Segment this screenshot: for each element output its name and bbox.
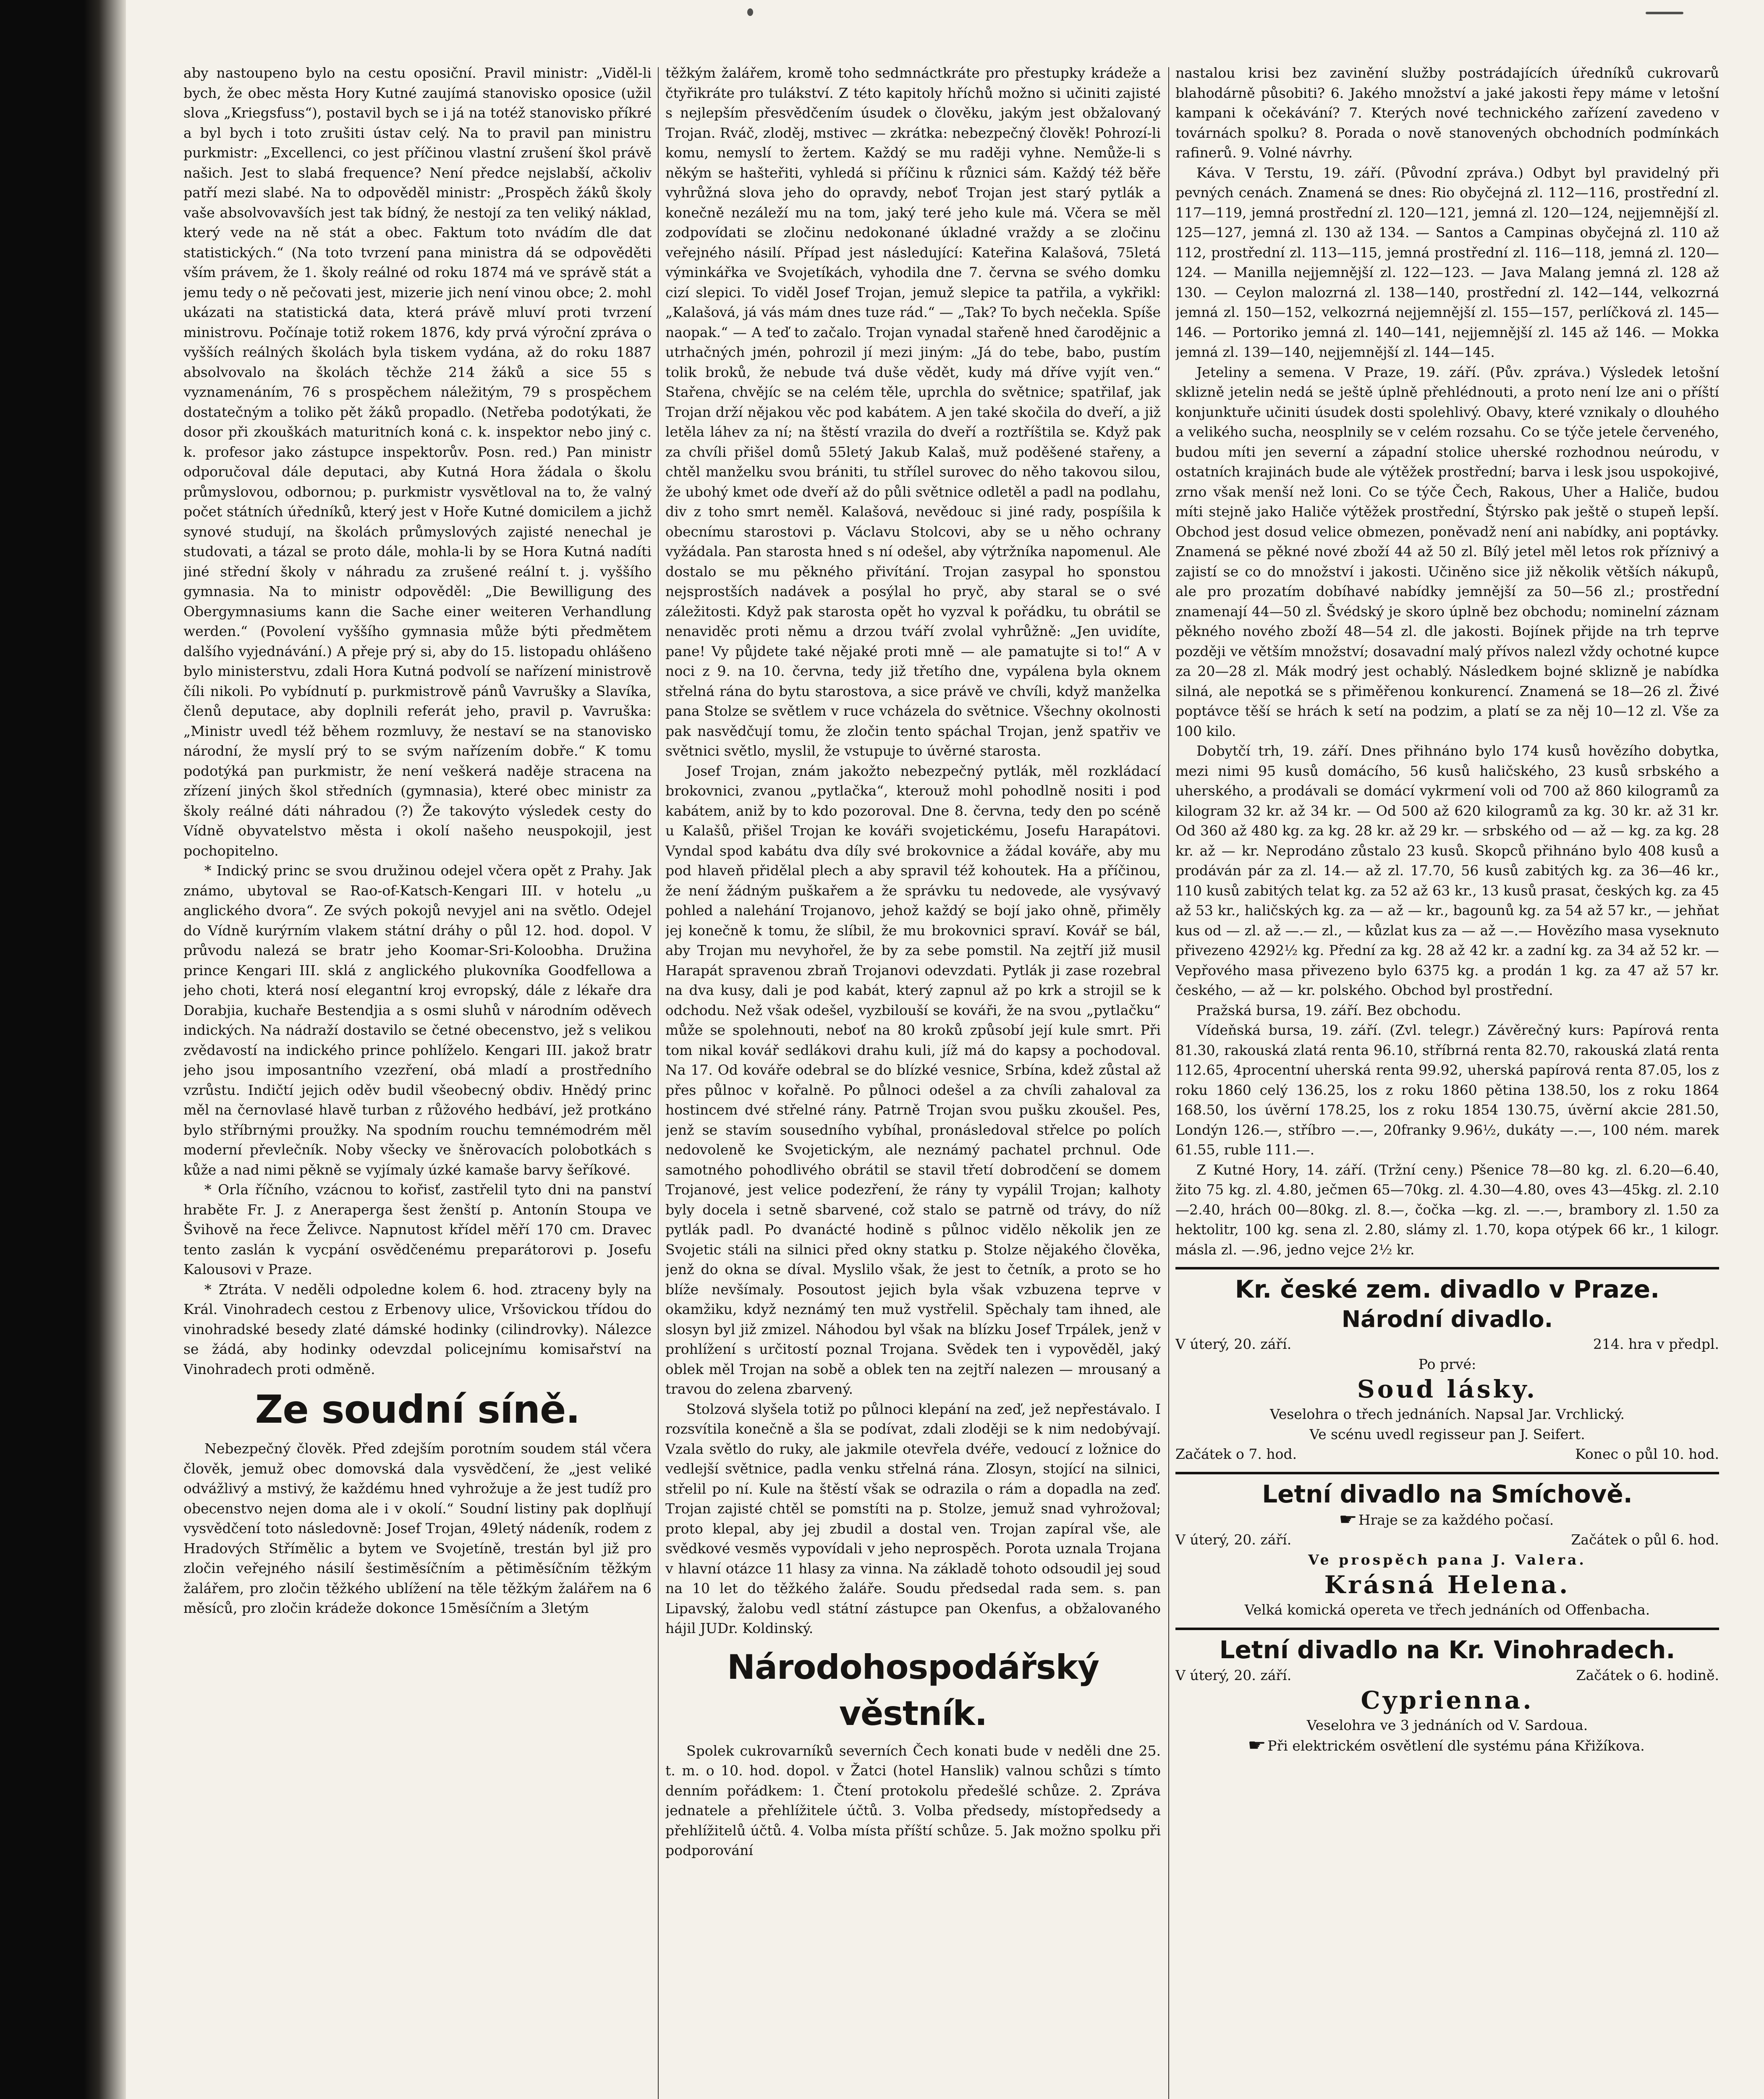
pointing-hand-icon: ☛ — [1338, 1510, 1357, 1528]
market-prague-bourse: Pražská bursa, 19. září. Bez obchodu. — [1196, 1002, 1461, 1018]
article-paragraph: aby nastoupeno bylo na cestu oposiční. Pravil ministr: „Viděl-li bych, že obec města Hory Kutné zaujímá stanovisko oposice (užil slova „Kriegsfuss“), postavil bych se i já na totéž stanovisko příkré a byl bych i toto zrušiti ústav celý. Na to pravil pan ministru purkmistr: „Excellenci, co jest příčinou vlastní zrušení škol právě našich. Jest to slabá frequence? Není předce nejslabší, ačkoliv patří mezi slabé. Na to odpověděl ministr: „Prospěch žáků školy vaše absolvovavších jest tak bídný, že nestojí za ten veliký náklad, který vede na ně stát a obec. Faktum toto nvádím dle dat statistických.“ (Na toto tvrzení pana ministra dá se odpověděti vším právem, že 1. školy reálné od roku 1874 má ve správě stát a jemu tedy o ně pečovati jest, mizerie jich není vinou obce; 2. mohl ukázati na statistická data, která právě mluví proti tvrzení ministrovu. Počínaje totiž rokem 1876, kdy prvá výroční zpráva o vyšších reálných školách byla tiskem vydána, až do roku 1887 absolvovalo na školách těchže 214 žáků a sice 55 s vyznamenáním, 76 s prospěchem náležitým, 79 s prospěchem dostatečným a toliko pět žáků propadlo. (Netřeba podotýkati, že dosor při zkouškách maturitních koná c. k. inspektor nebo jiný c. k. profesor jako zástupce inspektorův. Posn. red.) Pan ministr odporučoval dále deputaci, aby Kutná Hora žádala o školu průmyslovou, odbornou; p. purkmistr vysvětloval na to, že valný počet státních úředníků, který jest v Hoře Kutné domicilem a jichž synové studují, na školách průmyslových zajisté nenechal je studovati, a tázal se proto dále, mohla-li by se Hora Kutná nadíti jiné střední školy v náhradu za zrušené reální t. j. vyššího gymnasia. Na to ministr odpověděl: „Die Bewilligung des Obergymnasiums kann die Sache einer weiteren Verhandlung werden.“ (Povolení vyššího gymnasia může býti předmětem dalšího vyjednávání.) A přeje prý si, aby do 15. listopadu ohlášeno bylo ministerstvu, zdali Hora Kutná podvolí se nařízení ministrově číli nikoli. Po vybídnutí p. purkmistrově pánů Vavrušky a Slavíka, členů deputace, aby doplnili referát jeho, pravil p. Vavruška: „Ministr uvedl též během rozmluvy, že nestaví se na stanovisko národní, že myslí prý to se svým nařízením dobře.“ K tomu podotýká pan purkmistr, že není veškerá naděje stracena na zřízení jiných škol středních (gymnasia), které obec ministr za školy reálné dáti náhradou (?) Že takovýto výsledek cesty do Vídně obyvatelstvo města i okolí našeho neuspokojil, jest pochopitelno. — [183, 65, 652, 859]
theatre-date: V úterý, 20. září. — [1175, 1667, 1292, 1683]
court-report-paragraph: Josef Trojan, znám jakožto nebezpečný pytlák, měl rozkládací brokovnici, zvanou „pytlačka“, kterouž mohl pohodlně nositi i pod kabátem, aniž by to kdo pozoroval. Dne 8. června, tedy den po scéně u Kalašů, přišel Trojan ke kováři svojetickému, Josefu Harapátovi. Vyndal spod kabátu dva díly své brokovnice a žádal kováře, aby mu pod hlaveň přidělal plech a aby spravil též kohoutek. Ha a příčinou, že není žádným puškařem a že správku tu nedovede, ale vysývavý pohled a nalehání Trojanovo, jehož každý se bojí jako ohně, přiměly jej konečně k tomu, že slíbil, že mu brokovnici spraví. Kovář se bál, aby Trojan mu nevyhořel, že by za sebe pomstil. Na zejtří již musil Harapát spravenou zbraň Trojanovi odevzdati. Pytlák ji zase rozebral na dva kusy, dali je pod kabát, který zapnul až po krk a strojil se k odchodu. Než však odešel, vyzbilouší se kováři, že na svou „pytlačku“ může se spolehnouti, neboť na 80 kroků způsobí její kule smrt. Při tom nikal kovář sedlákovi drahu kuli, jíž má do kapsy a pochodoval. Na 17. Od kováře odebral se do blízké vesnice, Srbína, kdež zůstal až přes půlnoc v kořalně. Po půlnoci odešel a za chvíli zahaloval za hostincem dvé střelné rány. Patrně Trojan svou pušku zkoušel. Pes, jenž se stavím sousedního vybíhal, pronásledoval střelce po polích nedovoleně ke Svojetickým, ale neznámý pachatel prchnul. Ode samotného pohodlivého obrátil se stavil třetí dobrodčení se domem Trojanové, jest velice podezření, že rány ty vypálil Trojan; kalhoty byly docela i setně sbarvené, což stalo se patrně od trávy, do níž pytlák padl. Po dvanácté hodině s půlnoc vidělo několik jen ze Svojetic stáli na silnici před okny statku p. Stolze nějakého člověka, jenž do okna se díval. Myslilo však, že jest to četník, a proto se ho blíže nevšímaly. Posoutost jejich byla však vzbuzena teprve v okamžiku, když neznámý ten muž vystřelil. Spěchaly tam ihned, ale slosyn byl již zmizel. Náhodou byl však na blízku Josef Trpálek, jenž v prohlížení s určitostí poznal Trojana. Svědek ten i vypověděl, jaký oblek měl Trojan na sobě a oblek ten na zejtří nalezen — mrousaný a travou do zelena zbarvený. — [665, 762, 1161, 1397]
divider — [1175, 1267, 1719, 1269]
theatre-national-subtitle: Národní divadlo. — [1341, 1306, 1553, 1332]
theatre-weather: Hraje se za každého počasí. — [1358, 1511, 1554, 1528]
theatre-benefit: Ve prospěch pana J. Valera. — [1308, 1551, 1586, 1568]
section-heading-court: Ze soudní síně. — [255, 1387, 580, 1432]
market-coffee: Káva. V Terstu, 19. září. (Původní zpráva.) Odbyt byl pravidelný při pevných cenách. Znamená se dnes: Rio obyčejná zl. 112—116, prostřední zl. 117—119, jemná prostřední zl. 120—121, jemná zl. 120—124, nejjemnější zl. 125—127, jemná zl. 130 až 134. — Santos a Campinas obyčejná zl. 110 až 112, prostřední zl. 113—115, jemná prostřední zl. 116—118, jemná zl. 120—124. — Manilla nejjemnější zl. 122—123. — Java Malang jemná zl. 128 až 130. — Ceylon malozrná zl. 138—140, prostřední zl. 142—144, velkozrná jemná zl. 150—152, velkozrná nejjemnější zl. 155—157, perlíčková zl. 145—146. — Portoriko jemná zl. 140—141, nejjemnější zl. 145 až 146. — Mokka jemná zl. 139—140, nejjemnější zl. 144—145. — [1175, 164, 1719, 360]
market-clover-seeds: Jeteliny a semena. V Praze, 19. září. (Pův. zpráva.) Výsledek letošní sklizně jetelin nedá se ještě úplně přehlédnouti, a proto není lze ani o příští konjunktuře učiniti úsudek dosti spolehlivý. Obavy, které vznikaly o dlouhého a velikého sucha, neosplnily se v celém rozsahu. Co se týče jetele červeného, budou míti jen severní a západní stolice uherské rozhodnou neúrodu, v ostatních krajinách bude ale výtěžek prostřední; barva i lesk jsou uspokojivé, zrno však menší než loni. Co se týče Čech, Rakous, Uher a Haliče, budou míti stejně jako Haliče výtěžek prostřední, Štýrsko pak ještě o stupeň lepší. Obchod jest dosud velice obmezen, poněvadž není ani nabídky, ani poptávky. Znamená se pěkné nové zboží 44 až 50 zl. Bílý jetel měl letos rok příznivý a zajistí se co do množství i jakosti. Učiněno sice již několik větších nákupů, ale pro prozatím dobíhavé nabídky jemnější za 50—56 zl.; prostřední znamenají 44—50 zl. Švédský je skoro úplně bez obchodu; nominelní záznam pěkného nového zboží 48—54 zl. dle jakosti. Bojínek přijde na trh teprve později ve větším množství; dosavadní malý přívos nalezl vždy ochotné kupce za 20—28 zl. Mák modrý jest ochablý. Následkem bojné sklizně je nabídka silná, ale nepotká se s přiměřenou konkurencí. Znamená se 18—26 zl. Živé poptávce těší se hrách k setí na podzim, a platí se za něj 10—12 zl. Vše za 100 kilo. — [1175, 364, 1719, 739]
scan-speck — [1646, 12, 1683, 14]
column-rule — [658, 67, 659, 2099]
theatre-times-row — [1175, 1444, 1719, 1464]
column-1 — [183, 63, 652, 2099]
market-kutna-hora: Z Kutné Hory, 14. září. (Tržní ceny.) Pšenice 78—80 kg. zl. 6.20—6.40, žito 75 kg. zl. 4.80, ječmen 65—70kg. zl. 4.30—4.80, oves 43—45kg. zl. 2.10—2.40, hrách 00—80kg. zl. 8.—, čočka —kg. zl. —.—, brambory zl. 1.50 za hektolitr, 100 kg. sena zl. 2.80, slámy zl. 1.70, kopa otýpek 66 kr., 1 kilogr. másla zl. —.96, jedno vejce 2½ kr. — [1175, 1161, 1719, 1258]
theatre-start: Začátek o 7. hod. — [1175, 1446, 1297, 1462]
column-rule — [1168, 67, 1169, 2099]
theatre-end: Konec o půl 10. hod. — [1575, 1446, 1719, 1462]
news-item-indian-prince: * Indický princ se svou družinou odejel včera opět z Prahy. Jak známo, ubytoval se Rao-of-Katsch-Kengari III. v hotelu „u anglického dvora“. Ze svých pokojů nevyjel ani na světlo. Odejel do Vídně kurýrním vlakem státní dráhy o půl 12. hod. dopol. V průvodu nalezá se bratr jeho Koomar-Sri-Koloobha. Družina prince Kengari III. sklá z anglického plukovníka Goodfellowa a jeho choti, která nosí elegantní kroj evropský, dále z lékaře dra Dorabjia, kuchaře Bestendjia a s osmi sluhů v národním oděvech indických. Na nádraží dostavilo se četné obecenstvo, jež s velikou zvědavostí na indického prince pohlíželo. Kengari III. jakož bratr jeho jsou imposantního vzezření, obá mladí a prostředního vzrůstu. Indičtí jejich oděv budil všeobecný obdiv. Hnědý princ měl na černovlasé hlavě turban z růžového hedbáví, jež protkáno bylo stříbrnými proužky. Na spodním rouchu temnémodrém měl moderní převlečník. Noby všecky ve šněrovacích polobotkách s kůže a nad nimi pěkně se vyjímaly úzké kamaše barvy šeříkové. — [183, 862, 652, 1178]
theatre-vinohrady-title: Letní divadlo na Kr. Vinohradech. — [1219, 1635, 1675, 1664]
news-item-eagle: * Orla říčního, vzácnou to kořisť, zastřelil tyto dni na panství hraběte Fr. J. z Aneraperga šest ženští p. Antonín Stoupa ve Švihově na řece Želivce. Napnutost křídel měří 170 cm. Dravec tento zaslán k vycpání osvědčenému preparátorovi p. Josefu Kalousovi v Praze. — [183, 1181, 652, 1277]
theatre-play-desc: Veselohra o třech jednáních. Napsal Jar. Vrchlický. — [1270, 1406, 1625, 1422]
section-heading-economy: Národohospodářský věstník. — [727, 1647, 1099, 1733]
theatre-start: Začátek o 6. hodině. — [1576, 1667, 1719, 1683]
theatre-start: Začátek o půl 6. hod. — [1571, 1531, 1719, 1548]
theatre-date: V úterý, 20. září. — [1175, 1336, 1292, 1352]
news-item-loss: * Ztráta. V neděli odpoledne kolem 6. hod. ztraceny byly na Král. Vinohradech cestou z Erbenovy ulice, Vršovickou třídou do vinohradské besedy zlaté dámské hodinky (cilindrovky). Nálezce se žádá, aby hodinky odevzdal policejnímu komisařství na Vinohradech proti odměně. — [183, 1281, 652, 1377]
theatre-play-desc: Veselohra ve 3 jednáních od V. Sardoua. — [1306, 1717, 1588, 1733]
theatre-national-title: Kr. české zem. divadlo v Praze. — [1235, 1275, 1660, 1303]
divider — [1175, 1628, 1719, 1630]
divider — [1175, 1472, 1719, 1474]
theatre-play-desc: Velká komická opereta ve třech jednáních od Offenbacha. — [1244, 1602, 1650, 1618]
theatre-play-title: Cyprienna. — [1361, 1686, 1534, 1714]
economy-paragraph: Spolek cukrovarníků severních Čech konati bude v neděli dne 25. t. m. o 10. hod. dopol. v Žatci (hotel Hanslik) valnou schůzi s tímto denním pořádkem: 1. Čtení protokolu předešlé schůze. 2. Zpráva jednatele a přehlížitele účtů. 3. Volba předsedy, místopředsedy a přehlížitelů účtů. 4. Volba místa příští schůze. 5. Jak možno spolku při podporování — [665, 1742, 1161, 1858]
court-report-paragraph: těžkým žalářem, kromě toho sedmnáctkráte pro přestupky krádeže a čtyřikráte pro tulákství. Z této kapitoly hříchů možno si učiniti zajisté s nejlepším přesvědčením úsudek o člověku, jakým jest obžalovaný Trojan. Rváč, zloděj, mstivec — zkrátka: nebezpečný člověk! Pohrozí-li komu, nemyslí to žertem. Každý se mu raději vyhne. Nemůže-li s někým se hašteřiti, vyhledá si příčinu k různici sám. Každý též běře vyhrůžná slova jeho do opravdy, neboť Trojan jest starý pytlák a konečně nezáleží mu na tom, jaký teré jeho kule má. Včera se měl zodpovídati se zločinu nedokonané úkladné vraždy a se zločinu veřejného násilí. Případ jest následující: Kateřina Kalašová, 75letá výminkářka ve Svojetíkách, vyhodila dne 7. června se svého domku cizí slepici. To viděl Josef Trojan, jemuž slepice ta patřila, a vykřikl: „Kalašová, já vás mám dnes tuze rád.“ — „Tak? To bych nečekla. Spíše naopak.“ — A teď to začalo. Trojan vynadal stařeně hned čarodějnic a utrhačných jmén, pohrozil jí mezi jiným: „Já do tebe, babo, pustím tolik broků, že nebude tvá duše vědět, kudy má dříve vyjít ven.“ Stařena, chvějíc se na celém těle, uprchla do světnice; spatřilaf, jak Trojan drží nějakou věc pod kabátem. A jen také skočila do dveří, a již letěla láhev za ní; na štěstí vrazila do dveří a roztříštila se. Když pak za chvíli přišel domů 55letý Jakub Kalaš, muž poděšené stařeny, a chtěl manželku svou brániti, tu střílel surovec do něho takovou silou, že ubohý kmet ode dveří až do půli světnice odletěl a padl na podlahu, div z toho smrt neměl. Kalašová, nevědouc si jiné rady, pospíšila k obecnímu starostovi p. Václavu Stolcovi, aby se u něho ochrany vyžádala. Pan starosta hned s ní odešel, aby výtržníka napomenul. Ale dostalo se mu pěkného přivítání. Trojan zasypal ho sponstou nejsprostších nadávek a posýlal ho pryč, aby staral se o své záležitosti. Když pak starosta opět ho vyzval k pořádku, tu obrátil se nenaviděc proti němu a drzou tváří zvolal vyhrůžně: „Jen uvidíte, pane! Vy půjdete také nějaké proti mně — ale pamatujte si to!“ A v noci z 9. na 10. června, tedy již třetího dne, vypálena byla oknem střelná rána do bytu starostova, a sice právě ve chvíli, když manželka pana Stolze se světlem v ruce vcházela do světnice. Všechny okolnosti pak nasvědčují tomu, že zločin tento spáchal Trojan, jenž spatřiv ve světnici světlo, myslil, že vstupuje to úvěrné starosta. — [665, 65, 1161, 759]
theatre-national-date-row — [1175, 1334, 1719, 1354]
theatre-smichov-date-row — [1175, 1530, 1719, 1550]
theatre-series: 214. hra v předpl. — [1593, 1336, 1719, 1352]
theatre-first-time: Po prvé: — [1418, 1356, 1476, 1372]
theatre-smichov-title: Letní divadlo na Smíchově. — [1262, 1479, 1633, 1508]
pointing-hand-icon: ☛ — [1248, 1735, 1267, 1754]
theatre-weather-line — [1175, 1510, 1719, 1530]
market-vienna-bourse: Vídeňská bursa, 19. září. (Zvl. telegr.) Závěrečný kurs: Papírová renta 81.30, rakouská zlatá renta 96.10, stříbrná renta 82.70, rakouská zlatá renta 112.65, 4procentní uherská renta 99.92, uherská papírová renta 87.05, los z roku 1860 celý 136.25, los z roku 1860 pětina 138.50, los z roku 1864 168.50, los úvěrní 178.25, los z roku 1854 130.75, úvěrní akcie 281.50, Londýn 126.—, stříbro —.—, 20franky 9.96½, dukáty —.—, 100 ném. marek 61.55, ruble 111.—. — [1175, 1022, 1719, 1158]
theatre-date: V úterý, 20. září. — [1175, 1531, 1292, 1548]
market-livestock: Dobytčí trh, 19. září. Dnes přihnáno bylo 174 kusů hovězího dobytka, mezi nimi 95 kusů domácího, 56 kusů haličského, 23 kusů srbského a uherského, a prodávali se domácí vykrmení voli od 700 až 860 kilogramů za kilogram 32 kr. až 34 kr. — Od 500 až 620 kilogramů za kg. 30 kr. až 31 kr. Od 360 až 480 kg. za kg. 28 kr. až 29 kr. — srbského od — až — kg. za kg. 28 kr. až — kr. Neprodáno zůstalo 23 kusů. Skopců přihnáno bylo 408 kusů a prodáván pár za zl. 14.— až zl. 17.70, 56 kusů zabitých kg. za 36—46 kr., 110 kusů zabitých telat kg. za 52 až 63 kr., 13 kusů prasat, českých kg. za 45 až 53 kr., haličských kg. za — až — kr., bagounů kg. za 54 až 57 kr., — jehňat kus od — zl. až —.— zl., — kůzlat kus za — až —.— Hovězího masa vyseknuto přivezeno 4292½ kg. Přední za kg. 28 až 42 kr. a zadní kg. za 34 až 52 kr. — Vepřového masa přivezeno bylo 6375 kg. a prodán 1 kg. za 47 až 57 kr. českého, — až — kr. polského. Obchod byl prostřední. — [1175, 743, 1719, 998]
theatre-note: Při elektrickém osvětlení dle systému pána Křižíkova. — [1267, 1737, 1645, 1754]
theatre-play-title: Soud lásky. — [1357, 1375, 1538, 1403]
theatre-vinohrady-date-row — [1175, 1665, 1719, 1685]
column-3 — [1175, 63, 1719, 2099]
theatre-play-title: Krásná Helena. — [1324, 1570, 1570, 1599]
theatre-note-line — [1175, 1735, 1719, 1756]
court-report-paragraph: Nebezpečný člověk. Před zdejším porotním soudem stál včera člověk, jemuž obec domovská dala vysvědčení, že „jest veliké odvážlivý a mstivý, že každému hned vyhrožuje a že jest tudíž pro obecenstvo nejen doma ale i v okolí.“ Soudní listiny pak doplňují vysvědčení toto následovně: Josef Trojan, 49letý nádeník, rodem z Hradových Střímělic a bytem ve Svojetíně, trestán byl již pro zločin veřejného násilí šestiměsíčním a pětiměsíčním těžkým žalářem, pro zločin těžkého ublížení na těle těžkým žalářem na 6 měsíců, pro zločin krádeže dokonce 15měsíčním a 3letým — [183, 1440, 652, 1616]
column-2 — [665, 63, 1161, 2099]
economy-paragraph: nastalou krisi bez zavinění služby postrádajících úředníků cukrovarů blahodárně působiti? 6. Jakého množství a jaké jakosti řepy máme v letošní kampani k očekávání? 7. Kterých nové technického zařízení zavedeno v továrnách spolku? 8. Porada o nově stanovených obchodních podmínkách rafinerů. 9. Volné návrhy. — [1175, 65, 1719, 161]
theatre-play-director: Ve scénu uvedl regisseur pan J. Seifert. — [1309, 1426, 1585, 1442]
scan-page-edge — [0, 0, 126, 2099]
scan-speck — [747, 8, 753, 16]
court-report-paragraph: Stolzová slyšela totiž po půlnoci klepání na zeď, jež nepřestávalo. I rozsvítila konečně a šla se podívat, zdali zloději se k nim nedobývají. Vzala světlo do ruky, ale jakmile otevřela dvéře, vedoucí z ložnice do vedlejší světnice, padla venku střelná rána. Zlosyn, stojící na silnici, střelil po ní. Kule na štěstí však se odrazila o rám a dopadla na zeď. Trojan zajisté chtěl se pomstíti na p. Stolze, jemuž snad vyhrožoval; proto klepal, aby jej zbudil a dostal ven. Trojan zapíral vše, ale svědkové vesměs vypovídali v jeho neprospěch. Porota uznala Trojana v hlavní otázce 11 hlasy za vinna. Na základě tohoto odsoudil jej soud na 10 let do těžkého žaláře. Soudu předsedal rada sem. s. pan Lipavský, žalobu vedl státní zástupce pan Okenfus, a obžalovaného hájil JUDr. Koldinský. — [665, 1400, 1161, 1636]
